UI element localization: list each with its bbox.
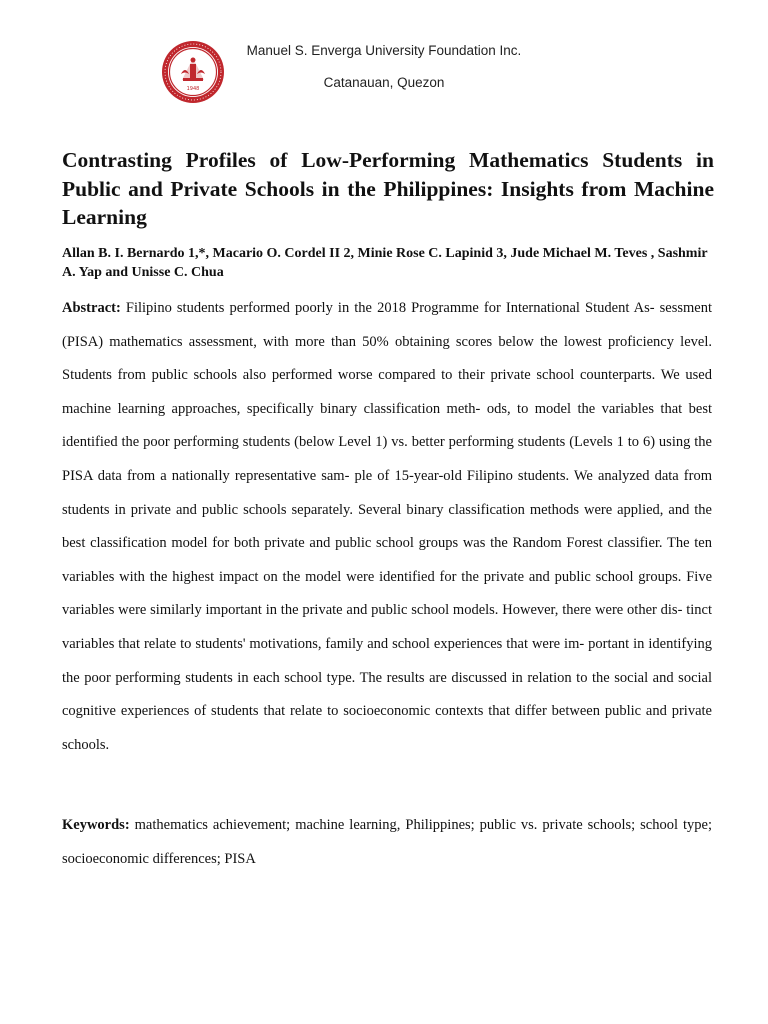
author-list: Allan B. I. Bernardo 1,*, Macario O. Cordel II 2, Minie Rose C. Lapinid 3, Jude Michael M. Teves , Sashmir A. Yap and Unisse C. Chua xyxy=(62,246,708,280)
abstract xyxy=(62,292,712,762)
keywords xyxy=(62,809,712,876)
svg-text:1948: 1948 xyxy=(186,86,200,92)
paper-title: Contrasting Profiles of Low-Performing Mathematics Students in Public and Private Schools in the Philippines: Insights from Machine Learning xyxy=(62,148,714,229)
institution-location: Catanauan, Quezon xyxy=(323,75,445,90)
institution-name: Manuel S. Enverga University Foundation Inc. xyxy=(246,43,522,58)
keywords-text: mathematics achievement; machine learning, Philippines; public vs. private schools; school type; socioeconomic differences; PISA xyxy=(62,817,712,867)
abstract-text: Filipino students performed poorly in the 2018 Programme for International Student As- sessment (PISA) mathematics assessment, with more than 50% obtaining scores below the lowest proficiency level. Students from public schools also performed worse compared to their private school counterparts. We used machine learning approaches, specifically binary classification meth- ods, to model the variables that best identified the poor performing students (below Level 1) vs. better performing students (Levels 1 to 6) using the PISA data from a nationally representative sam- ple of 15-year-old Filipino students. We analyzed data from students in private and public schools separately. Several binary classification methods were applied, and the best classification model for both private and public school groups was the Random Forest classifier. The ten variables with the highest impact on the model were identified for the private and public school groups. Five variables were similarly important in the private and public school models. However, there were other dis- tinct variables that relate to students' motivations, family and school experiences that were im- portant in identifying the poor performing students in each school type. The results are discussed in relation to the social and social cognitive experiences of students that relate to socioeconomic contexts that differ between public and private schools. xyxy=(62,300,713,753)
keywords-label: Keywords: xyxy=(62,817,130,833)
abstract-label: Abstract: xyxy=(62,300,121,316)
